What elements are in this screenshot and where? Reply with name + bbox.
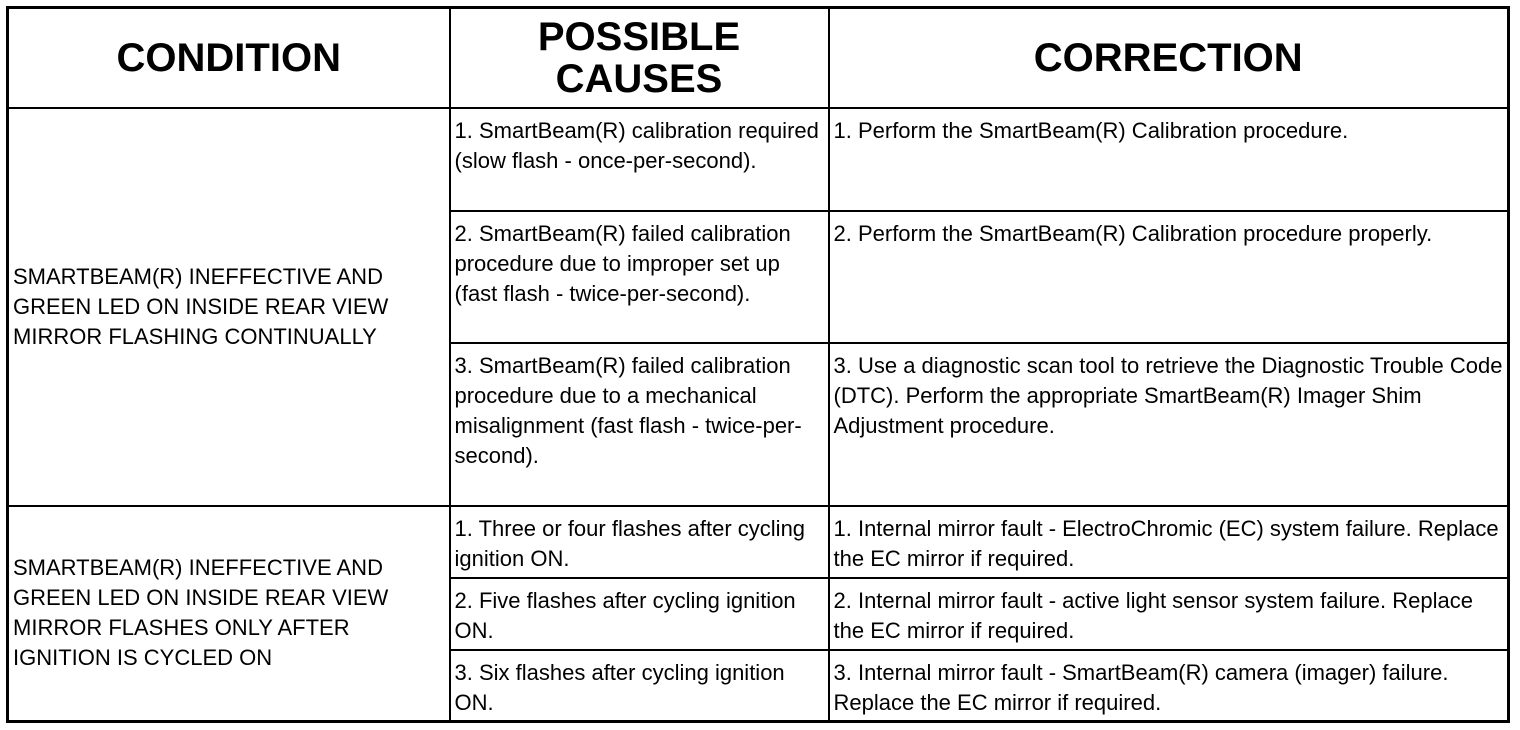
diagnosis-table-container xyxy=(6,6,1510,723)
cause-cell: 1. SmartBeam(R) calibration required (slow flash - once-per-second). xyxy=(450,108,829,211)
correction-cell: 2. Perform the SmartBeam(R) Calibration procedure properly. xyxy=(829,211,1509,343)
diagnosis-table xyxy=(6,6,1510,723)
correction-cell: 1. Perform the SmartBeam(R) Calibration procedure. xyxy=(829,108,1509,211)
correction-header: CORRECTION xyxy=(829,8,1509,108)
table-row xyxy=(8,506,1509,578)
correction-cell: 1. Internal mirror fault - ElectroChromic (EC) system failure. Replace the EC mirror if required. xyxy=(829,506,1509,578)
cause-cell: 2. Five flashes after cycling ignition ON. xyxy=(450,578,829,650)
possible-causes-header-line1: POSSIBLE xyxy=(537,14,741,59)
correction-cell: 3. Use a diagnostic scan tool to retrieve the Diagnostic Trouble Code (DTC). Perform the appropriate SmartBeam(R) Imager Shim Adjustment procedure. xyxy=(829,343,1509,506)
correction-cell: 3. Internal mirror fault - SmartBeam(R) camera (imager) failure. Replace the EC mirror if required. xyxy=(829,650,1509,722)
table-row xyxy=(8,108,1509,211)
possible-causes-header xyxy=(450,8,829,108)
condition-cell: SMARTBEAM(R) INEFFECTIVE AND GREEN LED ON INSIDE REAR VIEW MIRROR FLASHING CONTINUALLY xyxy=(8,108,450,506)
condition-header: CONDITION xyxy=(8,8,450,108)
cause-cell: 3. SmartBeam(R) failed calibration procedure due to a mechanical misalignment (fast flash - twice-per-second). xyxy=(450,343,829,506)
condition-cell: SMARTBEAM(R) INEFFECTIVE AND GREEN LED ON INSIDE REAR VIEW MIRROR FLASHES ONLY AFTER IGNITION IS CYCLED ON xyxy=(8,506,450,722)
correction-cell: 2. Internal mirror fault - active light sensor system failure. Replace the EC mirror if required. xyxy=(829,578,1509,650)
header-row xyxy=(8,8,1509,108)
cause-cell: 3. Six flashes after cycling ignition ON. xyxy=(450,650,829,722)
cause-cell: 1. Three or four flashes after cycling ignition ON. xyxy=(450,506,829,578)
cause-cell: 2. SmartBeam(R) failed calibration procedure due to improper set up (fast flash - twice-per-second). xyxy=(450,211,829,343)
possible-causes-header-line2: CAUSES xyxy=(555,56,723,101)
